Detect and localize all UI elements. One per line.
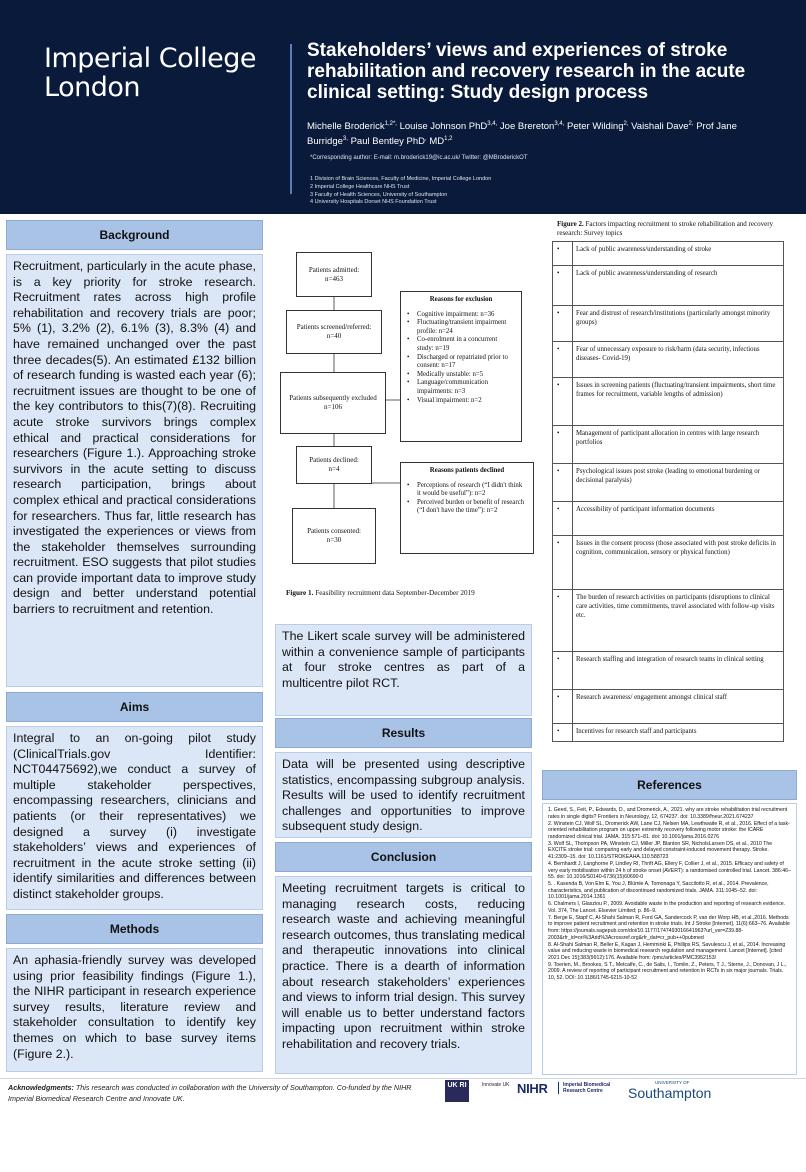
list-item: • Fluctuating/transient impairment profile: n=24	[407, 319, 515, 336]
references-list	[542, 803, 797, 1075]
table-row	[553, 536, 784, 590]
table-cell: The burden of research activities on participants (disruptions to clinical care activities, time commitments, travel associated with follow-up visits etc.	[573, 590, 784, 652]
survey-text: The Likert scale survey will be administered within a convenience sample of participants at four stroke centres as part of a multicentre pilot RCT.	[275, 624, 532, 716]
flow-box-value: n=463	[325, 274, 343, 283]
table-row	[553, 378, 784, 426]
bullet: •	[553, 242, 573, 266]
table-row	[553, 724, 784, 742]
results-text: Data will be presented using descriptive statistics, encompassing subgroup analysis. Results will be used to identify recruitment challenges and opportunities to improve subsequent study design.	[275, 752, 532, 838]
methods-text: An aphasia-friendly survey was developed using prior feasibility findings (Figure 1.), the NIHR participant in research experience survey results, literature review and stakeholder consultation to identify key themes on which to base survey items (Figure 2.).	[6, 948, 263, 1072]
reference-item: 7. Berge E, Stapf C, Al-Shahi Salman R, Ford GA, Sandercock P, van der Worp HB, et al.,2016. Methods to improve patient recruitment and retention in stroke trials. Int J Stroke [Internet]. 11(6):663–76. Available from: https://journals.sagepub.com/doi/10.1177/1747493016641963?url_ver=Z39.88-2003&rfr_id=ori%3Arid%3Acrossref.org&rfr_dat=cr_pub++0pubmed	[548, 914, 790, 941]
nihr-logo: NIHR	[517, 1081, 548, 1096]
flow-box-excluded	[280, 372, 386, 434]
exclusion-reasons-box	[400, 291, 522, 442]
reference-item: 4. Bernhardt J, Langhorne P, Lindley RI, Thrift AG, Ellery F, Collier J, et al., 2015. Efficacy and safety of very early mobilisation within 24 h of stroke onset (AVERT): a randomised controlled trial. Lancet. 386:46–55. doi: 10.1016/S0140-6736(15)60690-0	[548, 860, 791, 881]
nihr-brc-label: Imperial Biomedical Research Centre	[558, 1082, 620, 1094]
bullet: •	[553, 690, 573, 724]
bullet: •	[553, 502, 573, 536]
header-divider	[290, 44, 292, 194]
authors: Michelle Broderick$^{1,2*,}$ Louise Johnson PhD$^{3,4,}$ Joe Brereton$^{3,4,}$ Peter Wilding$^{2,}$ Vaishali Dave$^{2,}$ Prof Jane Burridge$^{3,}$ Paul Bentley PhD, MD$^{1,2}$	[307, 121, 737, 148]
table-row	[553, 502, 784, 536]
bullet: •	[553, 724, 573, 742]
table-row	[553, 690, 784, 724]
figure1-caption-label: Figure 1.	[286, 589, 314, 597]
ukri-logo: UK RI	[445, 1080, 469, 1102]
list-item: • Visual impairment: n=2	[407, 397, 515, 406]
southampton-logo: Southampton	[628, 1085, 712, 1101]
flow-box-screened	[286, 310, 382, 354]
flow-box-value: n=106	[324, 403, 342, 411]
logo-line-2: London	[44, 72, 140, 103]
aims-heading: Aims	[6, 692, 263, 722]
reference-item: 9. Toerien, M., Brookes, S T., Metcalfe, C., de Salis, I., Tomlin, Z., Peters, T J., Sterne, J., Donovan, J L., 2009. A review of reporting of participant recruitment and retention in RCTs in six major journals. Trials. 10, 52. DOI: 10.1186/1745-6215-10-52	[548, 961, 787, 981]
table-row	[553, 464, 784, 502]
corresponding-author: *Corresponding author: E-mail: m.broderick19@ic.ac.uk/ Twitter: @MBroderickOT	[310, 155, 528, 161]
figure2-caption-text: Factors impacting recruitment to stroke rehabilitation and recovery research: Survey topics	[557, 220, 774, 237]
table-cell: Management of participant allocation in centres with large research portfolios	[573, 426, 784, 464]
list-item: • Language/communication impairments: n=3	[407, 379, 515, 396]
acknowledgments	[8, 1082, 438, 1104]
southampton-logo-small: UNIVERSITY OF	[655, 1080, 690, 1085]
list-item: • Medically unstable: n=5	[407, 371, 515, 380]
table-row	[553, 652, 784, 690]
flow-box-label: Patients admitted:	[308, 265, 360, 274]
figure2-caption-label: Figure 2.	[557, 220, 584, 228]
affiliation: 3 Faculty of Health Sciences, University of Southampton	[310, 191, 448, 198]
table-cell: Lack of public awareness/understanding of research	[573, 266, 784, 306]
reference-item: 8. Al-Shahi Salman R, Beller E, Kagan J, Hemminki E, Phillips RS, Savulescu J, et al., 2014. Increasing value and reducing waste in biomedical research regulation and management. Lancet [Internet]. [cited 2021 Dec 15];383(9912):176. Available from: /pmc/articles/PMC3952153/	[548, 941, 786, 961]
list-item: • Co-enrolment in a concurrent study: n=19	[407, 336, 515, 353]
aims-text: Integral to an on-going pilot study (ClinicalTrials.gov Identifier: NCT04475692),we conduct a survey of multiple stakeholder perspectives, encompassing researchers, clinicians and patients (or their representatives) we designed a survey (i) investigate stakeholders’ views and experiences of recruitment in the acute stroke setting (ii) identify similarities and differences between distinct stakeholder groups.	[6, 726, 263, 910]
footer-divider	[0, 1078, 806, 1079]
table-row	[553, 266, 784, 306]
list-item: • Cognitive impairment: n=36	[407, 311, 515, 320]
ack-label: Acknowledgments:	[8, 1083, 74, 1092]
list-item: • Perceptions of research (“I didn't think it would be useful”): n=2	[407, 482, 527, 499]
flow-box-label: Patients declined:	[309, 456, 359, 464]
flow-box-label: Patients screened/referred:	[296, 323, 372, 331]
flow-box-value: n=40	[326, 332, 342, 340]
exclusion-reasons-title: Reasons for exclusion	[429, 296, 493, 303]
bullet: •	[553, 464, 573, 502]
figure1-caption-text: Feasibility recruitment data September-December 2019	[313, 589, 475, 597]
affiliation: 2 Imperial College Healthcare NHS Trust	[310, 183, 410, 190]
reference-item: 6. Chalmers I, Glasziou P., 2009. Avoidable waste in the production and reporting of research evidence. Vol. 374, The Lancet. Elsevier Limited; p. 86–9.	[548, 901, 786, 914]
reference-item: 5. . Kasenda B, Von Elm E, You J, Blümle A, Tomonaga Y, Saccilotto R, et al., 2014. Prevalence, characteristics, and publication of discontinued randomized trials. JAMA. 311:1045–52. doi: 10.1001/jama.2014.1361	[548, 881, 769, 901]
figure1-caption	[286, 589, 475, 597]
table-cell: Research awareness/ engagement amongst clinical staff	[573, 690, 784, 724]
table-cell: Research staffing and integration of research teams in clinical setting	[573, 652, 784, 690]
bullet: •	[553, 652, 573, 690]
flow-box-consented	[292, 508, 376, 564]
bullet: •	[553, 342, 573, 378]
flow-box-declined	[296, 446, 372, 484]
bullet: •	[553, 536, 573, 590]
figure2-caption	[557, 220, 797, 237]
affiliation: 1 Division of Brain Sciences, Faculty of Medicine, Imperial College London	[310, 176, 492, 182]
bullet: •	[553, 378, 573, 426]
conclusion-text: Meeting recruitment targets is critical to managing research costs, reducing research waste and achieving meaningful research outcomes, thus translating medical and therapeutic innovations into clinical practice. There is a dearth of information about research stakeholders’ experiences and views to inform trial design. This survey will enable us to better understand factors impacting upon recruitment within stroke rehabilitation and recovery trials.	[275, 876, 532, 1074]
table-row	[553, 426, 784, 464]
bullet: •	[553, 266, 573, 306]
table-cell: Issues in screening patients (fluctuating/transient impairments, short time frames for recruitment, variable lengths of admission)	[573, 378, 784, 426]
results-heading: Results	[275, 718, 532, 748]
bullet: •	[553, 306, 573, 342]
list-item: • Discharged or repatriated prior to consent: n=17	[407, 354, 515, 371]
list-item: • Perceived burden or benefit of research (“I don't have the time”): n=2	[407, 499, 527, 516]
methods-heading: Methods	[6, 914, 263, 944]
table-row	[553, 306, 784, 342]
imperial-logo	[44, 44, 256, 102]
poster-header	[0, 0, 806, 214]
ack-text: This research was conducted in collaboration with the University of Southampton. Co-funded by the NIHR Imperial Biomedical Research Centre and Innovate UK.	[8, 1083, 412, 1103]
table-cell: Accessibility of participant information documents	[573, 502, 784, 536]
background-heading: Background	[6, 220, 263, 250]
table-cell: Fear of unnecessary exposure to risk/harm (data security, infectious diseases- Covid-19)	[573, 342, 784, 378]
flow-box-value: n=30	[326, 536, 342, 544]
flow-box-label: Patients subsequently excluded	[289, 394, 377, 402]
declined-reasons-box	[400, 462, 534, 554]
references-heading: References	[542, 770, 797, 800]
declined-reasons-title: Reasons patients declined	[429, 467, 505, 474]
survey-topics-table	[552, 241, 784, 742]
conclusion-heading: Conclusion	[275, 842, 532, 872]
affiliation: 4 University Hospitals Dorset NHS Foundation Trust	[310, 199, 437, 206]
bullet: •	[553, 426, 573, 464]
reference-item: 2. Winstein CJ, Wolf SL, Dromerick AW, Lane CJ, Nelsen MA, Lewthwaite R, et al., 2016. Effect of a task-oriented rehabilitation program on upper extremity recovery following motor stroke: the ICARE randomized clinical trial. JAMA. 315:571–81. doi: 10.1001/jama.2016.0276	[548, 820, 790, 840]
flow-box-value: n=4	[328, 465, 340, 473]
reference-item: 1. Geed, S., Feit, P., Edwards, D., and Dromerick, A., 2021. why are stroke rehabilitation trial recruitment rates in single digits? Frontiers in Neurology, 12, 674237. doi: 10.3389/fneur.2021.674237	[548, 807, 788, 820]
table-row	[553, 242, 784, 266]
table-cell: Fear and distrust of research/institutions (particularly amongst minority groups)	[573, 306, 784, 342]
flow-box-admitted	[296, 252, 372, 297]
table-cell: Psychological issues post stroke (leading to emotional burdening or decisional paralysis)	[573, 464, 784, 502]
poster-title: Stakeholders’ views and experiences of stroke rehabilitation and recovery research in the acute clinical setting: Study design process	[307, 40, 746, 103]
table-row	[553, 342, 784, 378]
innovate-uk-logo: Innovate UK	[482, 1082, 510, 1088]
table-cell: Issues in the consent process (those associated with post stroke deficits in cognition, communication, sensory or physical function)	[573, 536, 784, 590]
table-row	[553, 590, 784, 652]
affiliations	[310, 176, 491, 207]
background-text: Recruitment, particularly in the acute phase, is a key priority for stroke research. Recruitment rates across high profile rehabilitation and recovery trials are poor; 5% (1), 3.2% (2), 6.1% (3), 8.3% (4) and have remained unchanged over the past three decades(5). An estimated £132 billion of research funding is wasted each year (6); recruitment issues are thought to be one of the key contributors to this(7)(8). Recruiting acute stroke survivors brings complex ethical and practical considerations for researchers (Figure 1.). Approaching stroke survivors in the acute setting to discuss research participation, brings about complex ethical and practical considerations for researchers. Thus far, little research has investigated the experiences or views from the stakeholder themselves surrounding recruitment. ESO suggests that pilot studies can provide important data to improve study design and better understand potential barriers to recruitment and retention.	[6, 254, 263, 687]
reference-item: 3. Wolf SL, Thompson PA, Winstein CJ, Miller JP, Blanton SR, NicholsLarsen DS, et al., 2010 The EXCITE stroke trial: comparing early and delayed constraint-induced movement therapy. Stroke. 41:2309–15. doi: 10.1161/STROKEAHA.110.588723	[548, 840, 773, 860]
bullet: •	[553, 590, 573, 652]
logo-line-1: Imperial College	[44, 43, 256, 74]
table-cell: Incentives for research staff and participants	[573, 724, 784, 742]
table-cell: Lack of public awareness/understanding of stroke	[573, 242, 784, 266]
flow-box-label: Patients consented:	[307, 527, 361, 535]
